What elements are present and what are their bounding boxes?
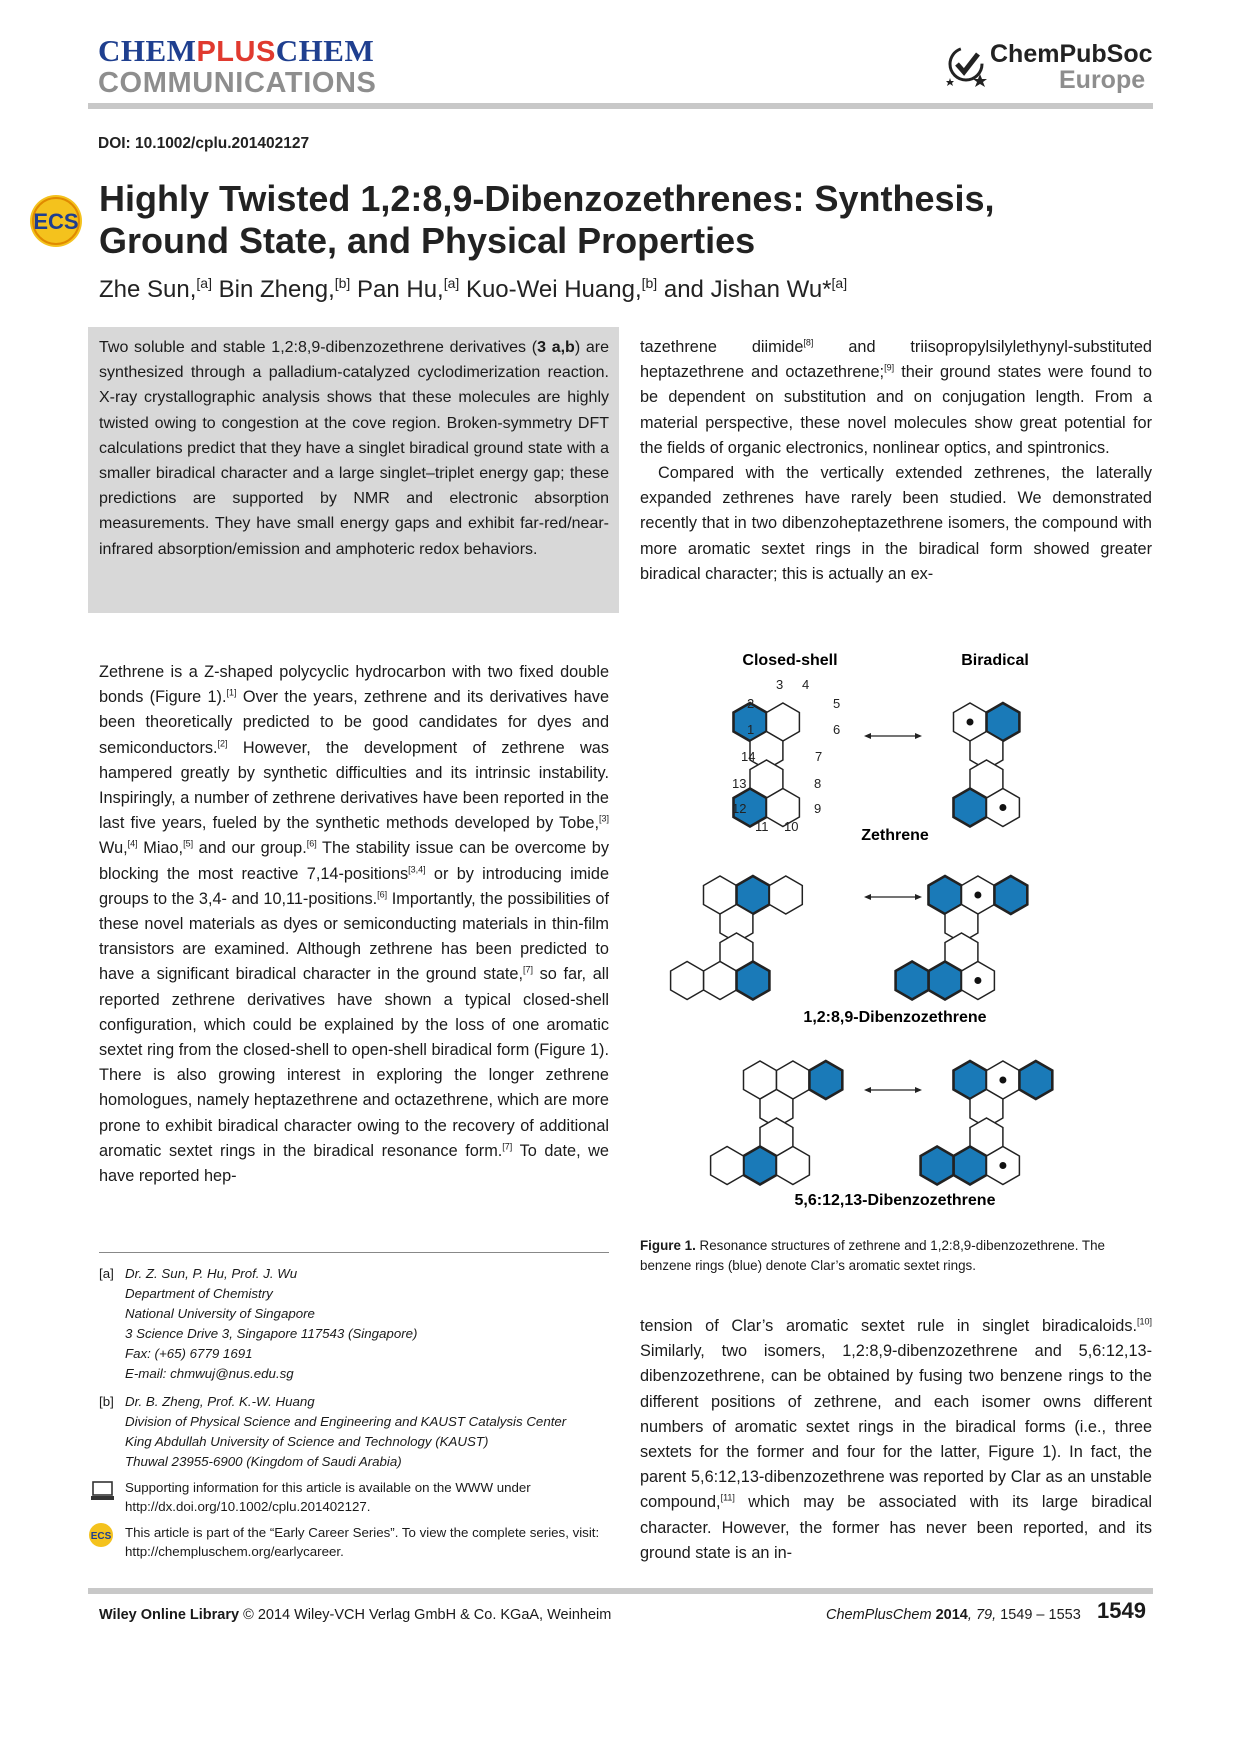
logo-plus: PLUS	[196, 36, 276, 68]
figure-caption	[640, 1236, 1152, 1276]
molecule-drawings	[671, 703, 1053, 1185]
page-range: 1549 – 1553	[1000, 1607, 1081, 1623]
footnote-affiliation-b	[99, 1392, 609, 1472]
body-right-bottom	[640, 1314, 1152, 1566]
radical-dot	[999, 1077, 1006, 1084]
resonance-arrows	[868, 736, 918, 1090]
body-right-top	[640, 335, 1152, 587]
abstract	[99, 335, 609, 562]
sextet-ring	[1019, 1061, 1052, 1099]
reference: [3,4]	[408, 864, 426, 875]
caption-lead: Figure 1.	[640, 1238, 696, 1253]
reference: [2]	[217, 738, 228, 749]
sextet-ring	[737, 962, 770, 1000]
footnote-line: Dr. Z. Sun, P. Hu, Prof. J. Wu	[125, 1266, 298, 1281]
footer-citation: ChemPlusChem 2014, 79, 1549 – 1553	[826, 1607, 1081, 1623]
arrowhead-icon	[864, 733, 871, 739]
ecs-small-badge-text: ECS	[90, 1531, 112, 1542]
text: and our group.	[193, 839, 307, 858]
sextet-ring	[744, 1147, 777, 1185]
author: and Jishan Wu*	[663, 276, 832, 303]
figure-1	[640, 640, 1152, 1225]
footnote-line: E-mail: chmwuj@nus.edu.sg	[125, 1366, 294, 1381]
footnote-line: Dr. B. Zheng, Prof. K.-W. Huang	[125, 1394, 315, 1409]
author: Bin Zheng,	[218, 276, 335, 303]
arrowhead-icon	[915, 1087, 922, 1093]
reference: [7]	[502, 1141, 513, 1152]
publisher-region: Europe	[1059, 66, 1146, 94]
footer-left	[99, 1607, 611, 1623]
affiliation-mark: [a]	[443, 275, 460, 291]
arrowhead-icon	[915, 733, 922, 739]
text: which may be associated with its large biradical character. However, the former has never been reported, and its ground state is an in-	[640, 1493, 1152, 1562]
benzene-ring	[711, 1147, 744, 1185]
label-closed-shell: Closed-shell	[742, 652, 838, 669]
footer-divider	[88, 1588, 1153, 1594]
sextet-ring	[921, 1147, 954, 1185]
text: their ground states were found to be dependent on substitution and on conjugation length. From a material perspective, these novel molecules show great potential for the fields of organic electronics, nonlinear optics, and spintronics.	[640, 363, 1152, 457]
reference: [10]	[1136, 1316, 1152, 1327]
affiliation-mark: [b]	[641, 275, 658, 291]
footnote-affiliation-a	[99, 1264, 609, 1384]
footnote-label: [b]	[99, 1394, 114, 1409]
section-label: COMMUNICATIONS	[98, 67, 377, 99]
radical-dot	[999, 804, 1006, 811]
label-zethrene: Zethrene	[861, 827, 929, 844]
reference: [8]	[803, 337, 814, 348]
paragraph	[640, 335, 1152, 461]
abstract-text: ) are synthesized through a palladium-catalyzed cyclodimerization reaction. X-ray crystallographic analysis shows that these molecules are highly twisted owing to congestion at the cove region. Broken-symmetry DFT calculations predict that they have a singlet biradical ground state with a smaller biradical character and a large singlet–triplet energy gap; these predictions are supported by NMR and electronic absorption measurements. They have small energy gaps and exhibit far-red/near-infrared absorption/emission and amphoteric redox behaviors.	[99, 339, 609, 558]
sextet-ring	[809, 1061, 842, 1099]
text: Similarly, two isomers, 1,2:8,9-dibenzozethrene and 5,6:12,13-dibenzozethrene, can be obtained by fusing two benzene rings to the different positions of zethrene, and each isomer owns different numbers of aromatic sextet rings in the biradical forms (i.e., three sextets for the former and four for the latter, Figure 1). In fact, the parent 5,6:12,13-dibenzozethrene was reported by Clar as an unstable compound,	[640, 1342, 1152, 1512]
header-divider	[88, 103, 1153, 109]
reference: [4]	[127, 839, 138, 849]
doi: DOI: 10.1002/cplu.201402127	[98, 135, 310, 152]
affiliation-mark: [a]	[196, 275, 212, 291]
reference: [1]	[226, 687, 237, 698]
compound-label: 3 a,b	[537, 339, 575, 356]
atom-number: 6	[833, 722, 841, 737]
supporting-info-text: Supporting information for this article is available on the WWW under http://dx.doi.org/10.1002/cplu.201402127.	[125, 1480, 531, 1514]
text: Miao,	[137, 839, 184, 858]
author: Zhe Sun,	[99, 276, 197, 303]
atom-number: 2	[747, 696, 755, 711]
text: so far, all reported zethrene derivatives have shown a typical closed-shell configuration, which could be explained by the loss of one aromatic sextet ring from the closed-shell to open-shell biradical form (Figure 1). There is also growing interest in exploring the longer zethrene homologues, namely heptazethrene and octazethrene, which are more prone to exhibit biradical character owing to the recovery of additional aromatic sextet rings in the biradical resonance form.	[99, 965, 609, 1160]
footnote-line: King Abdullah University of Science and Technology (KAUST)	[125, 1434, 489, 1449]
text: To date, we have reported hep-	[99, 1141, 609, 1186]
reference: [3]	[598, 813, 609, 824]
body-left	[99, 660, 609, 1189]
arrowhead-icon	[915, 894, 922, 900]
atom-number: 14	[741, 749, 756, 764]
reference: [5]	[183, 839, 194, 849]
journal-name: ChemPlusChem	[826, 1607, 932, 1623]
sextet-ring	[954, 1147, 987, 1185]
text: tension of Clar’s aromatic sextet rule in singlet biradicaloids.	[640, 1317, 1137, 1335]
logo-chem-1: CHEM	[98, 33, 197, 68]
radical-dot	[974, 977, 981, 984]
label-dbz-1289: 1,2:8,9-Dibenzozethrene	[803, 1009, 987, 1026]
footnote-line: Fax: (+65) 6779 1691	[125, 1346, 253, 1361]
affiliation-mark: [b]	[334, 275, 351, 291]
text: or by introducing imide groups to the 3,4- and 10,11-positions.	[99, 864, 609, 908]
sextet-ring	[954, 789, 987, 827]
atom-number: 9	[814, 801, 822, 816]
arrowhead-icon	[864, 894, 871, 900]
atom-number: 8	[814, 776, 822, 791]
atom-number: 13	[732, 776, 747, 791]
chempubsoc-star-logo-icon	[944, 40, 988, 90]
affiliation-mark: [a]	[831, 275, 848, 291]
label-biradical: Biradical	[961, 652, 1029, 669]
publisher-name: ChemPubSoc	[990, 40, 1153, 68]
footnote-label: [a]	[99, 1266, 114, 1281]
footnote-supporting-info	[99, 1478, 609, 1516]
atom-number: 5	[833, 696, 841, 711]
benzene-ring	[671, 962, 704, 1000]
wiley-online-library: Wiley Online Library	[99, 1607, 240, 1623]
text: and triisopropylsilylethynyl-substituted heptazethrene and octazethrene;	[640, 338, 1152, 382]
atom-number: 12	[732, 801, 747, 816]
paragraph: Compared with the vertically extended zethrenes, the laterally expanded zethrenes have rarely been studied. We demonstrated recently that in two dibenzoheptazethrene isomers, the compound with more aromatic sextet rings in the biradical form showed greater biradical character; this is actually an ex-	[640, 464, 1152, 583]
text: Over the years, zethrene and its derivatives have been theoretically predicted to be good candidates for dyes and semiconductors.	[99, 688, 610, 757]
footnote-line: Thuwal 23955-6900 (Kingdom of Saudi Arabia)	[125, 1454, 402, 1469]
abstract-text: Two soluble and stable 1,2:8,9-dibenzozethrene derivatives (	[99, 339, 538, 356]
radical-dot	[999, 1162, 1006, 1169]
reference: [6]	[306, 839, 317, 849]
year: 2014	[935, 1607, 968, 1623]
arrowheads	[864, 733, 922, 1093]
arrowhead-icon	[864, 1087, 871, 1093]
benzene-ring	[769, 876, 802, 914]
copyright: © 2014 Wiley-VCH Verlag GmbH & Co. KGaA, Weinheim	[239, 1607, 612, 1623]
journal-logo	[98, 34, 374, 69]
reference: [6]	[377, 889, 388, 900]
atom-number: 11	[755, 819, 769, 834]
sextet-ring	[896, 962, 929, 1000]
atom-number: 1	[747, 722, 755, 737]
ecs-series-badge-icon	[28, 193, 84, 249]
text: Zethrene is a Z-shaped polycyclic hydrocarbon with two fixed double bonds (Figure 1).	[99, 663, 609, 707]
sextet-ring	[994, 876, 1027, 914]
logo-chem-2: CHEM	[275, 33, 375, 68]
volume: 79	[975, 1607, 993, 1623]
text: The stability issue can be overcome by blocking the most reactive 7,14-positions	[99, 839, 609, 883]
author-list	[99, 276, 847, 304]
author: Pan Hu,	[356, 276, 444, 303]
text: Importantly, the possibilities of these novel materials as dyes or semiconducting materials in thin-film transistors are examined. Although zethrene has been predicted to have a significant biradical character in the ground state,	[99, 889, 609, 984]
series-text: This article is part of the “Early Career Series”. To view the complete series, visit: http://chempluschem.org/earlycareer.	[125, 1525, 600, 1559]
radical-dot	[974, 892, 981, 899]
text: tazethrene diimide	[640, 338, 804, 356]
atom-number: 10	[784, 819, 799, 834]
atom-number: 4	[802, 677, 810, 692]
footnote-line: 3 Science Drive 3, Singapore 117543 (Singapore)	[125, 1326, 418, 1341]
ecs-badge-text: ECS	[33, 209, 79, 234]
footnote-divider	[99, 1252, 609, 1253]
caption-text: Resonance structures of zethrene and 1,2:8,9-dibenzozethrene. The benzene rings (blue) denote Clar’s aromatic sextet rings.	[640, 1238, 1105, 1273]
sextet-ring	[929, 962, 962, 1000]
footnote-series	[99, 1523, 609, 1561]
reference: [9]	[884, 362, 895, 373]
atom-number: 7	[815, 749, 823, 764]
article-title: Highly Twisted 1,2:8,9-Dibenzozethrenes: Synthesis, Ground State, and Physical Properties	[99, 178, 995, 261]
text: Wu,	[99, 839, 128, 858]
text: However, the development of zethrene was hampered greatly by synthetic difficulties and its intrinsic instability. Inspiringly, a number of zethrene derivatives have been reported in the last five years, fueled by the synthetic methods developed by Tobe,	[99, 738, 609, 833]
footnote-line: National University of Singapore	[125, 1306, 315, 1321]
label-dbz-561213: 5,6:12,13-Dibenzozethrene	[794, 1192, 996, 1209]
author: Kuo-Wei Huang,	[465, 276, 642, 303]
atom-number: 3	[776, 677, 784, 692]
footnote-line: Department of Chemistry	[125, 1286, 273, 1301]
reference: [11]	[720, 1493, 735, 1503]
page-number: 1549	[1097, 1598, 1146, 1623]
footnote-line: Division of Physical Science and Engineering and KAUST Catalysis Center	[125, 1414, 567, 1429]
reference: [7]	[523, 965, 534, 976]
radical-dot	[967, 719, 974, 726]
